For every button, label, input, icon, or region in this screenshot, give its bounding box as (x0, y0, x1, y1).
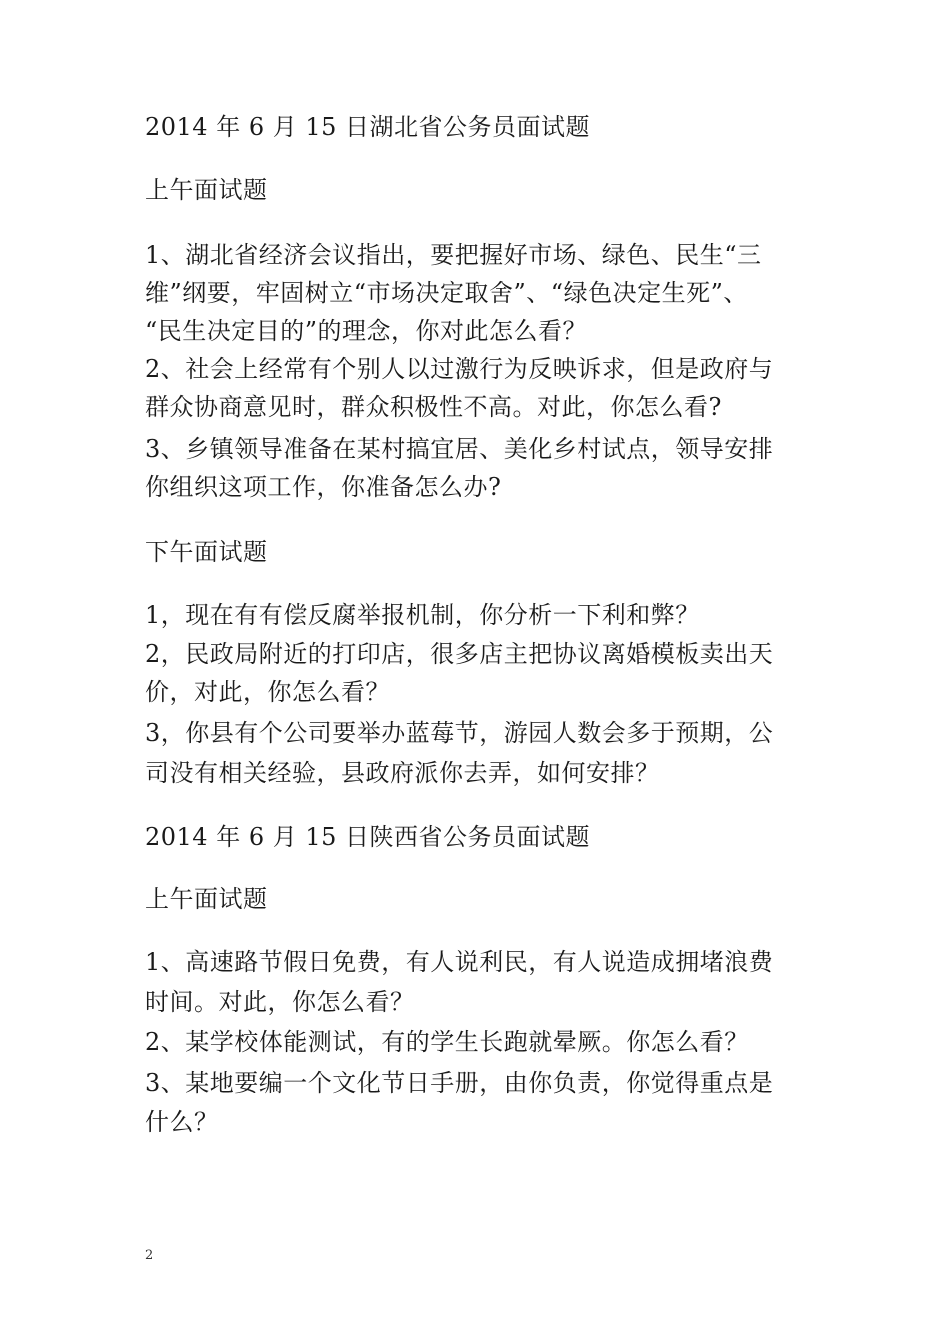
question-text-line: 什么？ (145, 1108, 219, 1136)
subheading-afternoon: 下午面试题 (145, 538, 268, 566)
question-text-line: 2，民政局附近的打印店，很多店主把协议离婚模板卖出天 (145, 640, 774, 668)
heading-shaanxi-exam: 2014 年 6 月 15 日陕西省公务员面试题 (145, 823, 591, 851)
subheading-morning: 上午面试题 (145, 176, 268, 204)
question-text-line: 你组织这项工作，你准备怎么办? (145, 473, 502, 501)
question-text-line: 3，你县有个公司要举办蓝莓节，游园人数会多于预期，公 (145, 719, 774, 747)
question-text-line: 价，对此，你怎么看？ (145, 678, 390, 706)
question-text-line: 时间。对此，你怎么看？ (145, 988, 415, 1016)
subheading-morning: 上午面试题 (145, 885, 268, 913)
question-text-line: 群众协商意见时，群众积极性不高。对此，你怎么看? (145, 393, 722, 421)
question-text-line: 维”纲要，牢固树立“市场决定取舍”、“绿色决定生死”、 (145, 279, 748, 307)
question-text-line: 2、社会上经常有个别人以过激行为反映诉求，但是政府与 (145, 355, 774, 383)
heading-hubei-exam: 2014 年 6 月 15 日湖北省公务员面试题 (145, 113, 591, 141)
question-text-line: “民生决定目的”的理念，你对此怎么看？ (145, 317, 588, 345)
question-text-line: 1、高速路节假日免费，有人说利民，有人说造成拥堵浪费 (145, 948, 774, 976)
question-text-line: 1、湖北省经济会议指出，要把握好市场、绿色、民生“三 (145, 241, 762, 269)
question-text-line: 3、乡镇领导准备在某村搞宜居、美化乡村试点，领导安排 (145, 435, 774, 463)
question-text-line: 3、某地要编一个文化节日手册，由你负责，你觉得重点是 (145, 1069, 774, 1097)
page-number: 2 (145, 1248, 154, 1263)
question-text-line: 2、某学校体能测试，有的学生长跑就晕厥。你怎么看？ (145, 1028, 749, 1056)
question-text-line: 司没有相关经验，县政府派你去弄，如何安排？ (145, 759, 660, 787)
question-text-line: 1，现在有有偿反腐举报机制，你分析一下利和弊？ (145, 601, 700, 629)
